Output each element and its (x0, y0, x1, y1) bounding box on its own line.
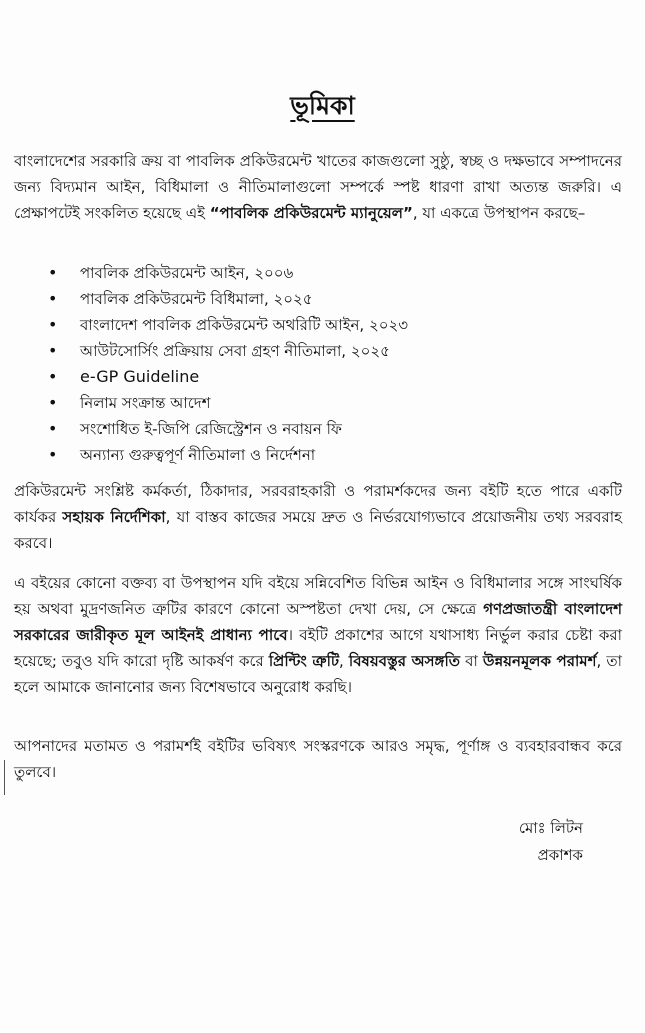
audience-text-1: প্রকিউরমেন্ট সংশ্লিষ্ট কর্মকর্তা, ঠিকাদার, সরবরাহকারী ও পরামর্শকদের জন্য বইটি হতে পারে একটি কার্যকর (14, 482, 622, 526)
list-item-text: e-GP Guideline (80, 367, 200, 386)
list-item (48, 338, 608, 364)
manual-name-bold: “পাবলিক প্রকিউরমেন্ট ম্যানুয়েল” (209, 204, 413, 222)
margin-rule (4, 760, 5, 795)
guide-bold: সহায়ক নির্দেশিকা (62, 508, 166, 526)
disclaimer-paragraph (14, 570, 622, 700)
bullet-icon: • (48, 393, 58, 412)
signature-name: মোঃ লিটন (518, 819, 583, 837)
law-precedence-bold: গণপ্রজাতন্ত্রী বাংলাদেশ সরকারের জারীকৃত মূল আইনই প্রাধান্য পাবে (14, 600, 623, 644)
list-item-text: অন্যান্য গুরুত্বপূর্ণ নীতিমালা ও নির্দেশনা (80, 446, 316, 464)
disclaimer-text-4: বা (460, 652, 483, 670)
audience-text-2: , যা বাস্তব কাজের সময়ে দ্রুত ও নির্ভরযোগ্যভাবে প্রয়োজনীয় তথ্য সরবরাহ করবে। (14, 508, 623, 552)
printing-error-bold: প্রিন্টিং ত্রুটি (268, 652, 340, 670)
list-item-text: পাবলিক প্রকিউরমেন্ট বিধিমালা, ২০২৫ (80, 290, 313, 308)
list-item (48, 442, 608, 468)
content-inconsistency-bold: বিষয়বস্তুর অসঙ্গতি (348, 652, 461, 670)
list-item (48, 416, 608, 442)
bullet-icon: • (48, 367, 58, 386)
bullet-icon: • (48, 445, 58, 464)
signature-role: প্রকাশক (537, 846, 583, 864)
closing-text: আপনাদের মতামত ও পরামর্শই বইটির ভবিষ্যৎ সংস্করণকে আরও সমৃদ্ধ, পূর্ণাঙ্গ ও ব্যবহারবান্ধব করে তুলবে। (14, 737, 622, 781)
list-item-text: আউটসোর্সিং প্রক্রিয়ায় সেবা গ্রহণ নীতিমালা, ২০২৫ (80, 342, 390, 360)
disclaimer-text-2: । বইটি প্রকাশের আগে যথাসাধ্য নির্ভুল করার চেষ্টা করা হয়েছে; তবুও যদি কারো দৃষ্টি আকর্ষণ করে (14, 626, 623, 670)
bullet-icon: • (48, 341, 58, 360)
list-item-text: পাবলিক প্রকিউরমেন্ট আইন, ২০০৬ (80, 264, 294, 282)
audience-paragraph (14, 478, 622, 556)
list-item (48, 390, 608, 416)
disclaimer-text-3: , (339, 652, 349, 670)
list-item-text: বাংলাদেশ পাবলিক প্রকিউরমেন্ট অথরিটি আইন, ২০২৩ (80, 316, 408, 334)
bullet-icon: • (48, 419, 58, 438)
bullet-icon: • (48, 289, 58, 308)
bullet-icon: • (48, 315, 58, 334)
intro-text-1: বাংলাদেশের সরকারি ক্রয় বা পাবলিক প্রকিউরমেন্ট খাতের কাজগুলো সুষ্ঠু, স্বচ্ছ ও দক্ষভাবে সম্পাদনের জন্য বিদ্যমান আইন, বিধিমালা ও নীতিমালাগুলো সম্পর্কে স্পষ্ট ধারণা রাখা অত্যন্ত জরুরি। এ প্রেক্ষাপটেই সংকলিত হয়েছে এই (14, 152, 622, 222)
list-item (48, 312, 608, 338)
list-item-text: সংশোধিত ই-জিপি রেজিস্ট্রেশন ও নবায়ন ফি (80, 420, 342, 438)
page-title (0, 86, 645, 129)
disclaimer-text-1: এ বইয়ের কোনো বক্তব্য বা উপস্থাপন যদি বইয়ে সন্নিবেশিত বিভিন্ন আইন ও বিধিমালার সঙ্গে সাংঘর্ষিক হয় অথবা মুদ্রণজনিত ত্রুটির কারণে কোনো অস্পষ্টতা দেখা দেয়, সে ক্ষেত্রে (14, 574, 622, 618)
contents-list (48, 260, 608, 468)
page-title-text: ভূমিকা (290, 91, 355, 120)
list-item (48, 364, 608, 390)
disclaimer-text-5: , তা হলে আমাকে জানানোর জন্য বিশেষভাবে অনুরোধ করছি। (14, 652, 622, 696)
list-item-text: নিলাম সংক্রান্ত আদেশ (80, 394, 211, 412)
intro-paragraph (14, 148, 622, 226)
bullet-icon: • (48, 263, 58, 282)
intro-text-2: , যা একত্রে উপস্থাপন করছে– (412, 204, 586, 222)
closing-paragraph (14, 733, 622, 785)
list-item (48, 286, 608, 312)
list-item (48, 260, 608, 286)
improvement-suggestion-bold: উন্নয়নমূলক পরামর্শ (482, 652, 597, 670)
